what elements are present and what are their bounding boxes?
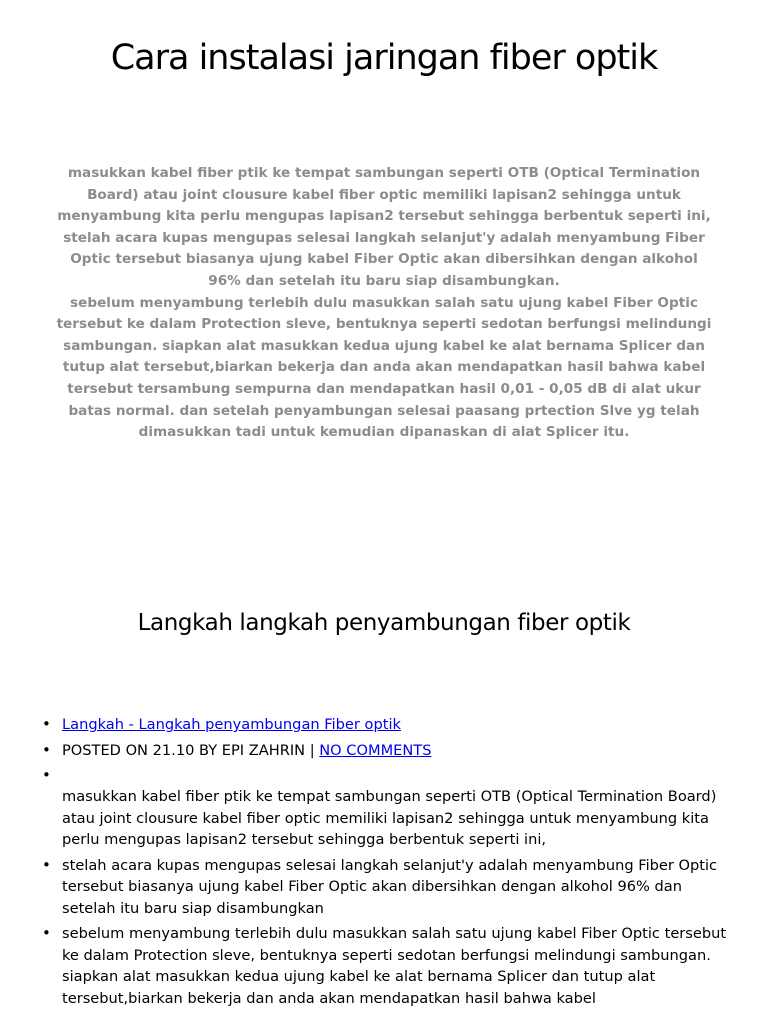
post-meta-text: POSTED ON 21.10 BY EPI ZAHRIN | [62, 741, 320, 759]
bullet-icon: • [42, 855, 51, 874]
bullet-icon: • [42, 766, 51, 784]
bullet-icon: • [42, 715, 51, 733]
steps-list [42, 714, 732, 1013]
section-subtitle: Langkah langkah penyambungan fiber optik [137, 610, 631, 636]
list-item [42, 765, 732, 851]
intro-text-block [52, 163, 716, 444]
list-item-text: sebelum menyambung terlebih dulu masukkan salah satu ujung kabel Fiber Optic tersebut ke dalam Protection sleve, bentuknya seperti sedotan berfungsi melindungi sambungan. siapkan alat masukkan kedua ujung kabel ke alat bernama Splicer dan tutup alat tersebut,biarkan bekerja dan anda akan mendapatkan hasil bahwa kabel [62, 925, 727, 1007]
list-item [42, 714, 732, 736]
article-title-link[interactable]: Langkah - Langkah penyambungan Fiber optik [62, 716, 401, 733]
no-comments-link[interactable]: NO COMMENTS [319, 741, 432, 759]
list-item-text: masukkan kabel fiber ptik ke tempat sambungan seperti OTB (Optical Termination Board) atau joint clousure kabel fiber optic memiliki lapisan2 sehingga untuk menyambung kita perlu mengupas lapisan2 tersebut sehingga berbentuk seperti ini, [62, 788, 717, 848]
bullet-icon: • [42, 740, 51, 759]
list-item-text: stelah acara kupas mengupas selesai langkah selanjut'y adalah menyambung Fiber Optic tersebut biasanya ujung kabel Fiber Optic akan dibersihkan dengan alkohol 96% dan setelah itu baru siap disambungkan [62, 856, 718, 917]
empty-line [62, 765, 732, 786]
bullet-icon: • [42, 924, 51, 942]
intro-paragraph-2: sebelum menyambung terlebih dulu masukkan salah satu ujung kabel Fiber Optic tersebut ke dalam Protection sleve, bentuknya seperti sedotan berfungsi melindungi sambungan. siapkan alat masukkan kedua ujung kabel ke alat bernama Splicer dan tutup alat tersebut,biarkan bekerja dan anda akan mendapatkan hasil bahwa kabel tersebut tersambung sempurna dan mendapatkan hasil 0,01 - 0,05 dB di alat ukur batas normal. dan setelah penyambungan selesai paasang prtection Slve yg telah dimasukkan tadi untuk kemudian dipanaskan di alat Splicer itu. [56, 294, 712, 441]
list-item [42, 855, 732, 920]
list-item [42, 740, 732, 762]
page-title: Cara instalasi jaringan fiber optik [110, 38, 658, 78]
intro-paragraph-1: masukkan kabel fiber ptik ke tempat sambungan seperti OTB (Optical Termination Board) atau joint clousure kabel fiber optic memiliki lapisan2 sehingga untuk menyambung kita perlu mengupas lapisan2 tersebut sehingga berbentuk seperti ini, stelah acara kupas mengupas selesai langkah selanjut'y adalah menyambung Fiber Optic tersebut biasanya ujung kabel Fiber Optic akan dibersihkan dengan alkohol 96% dan setelah itu baru siap disambungkan. [57, 165, 711, 289]
list-item [42, 923, 732, 1009]
